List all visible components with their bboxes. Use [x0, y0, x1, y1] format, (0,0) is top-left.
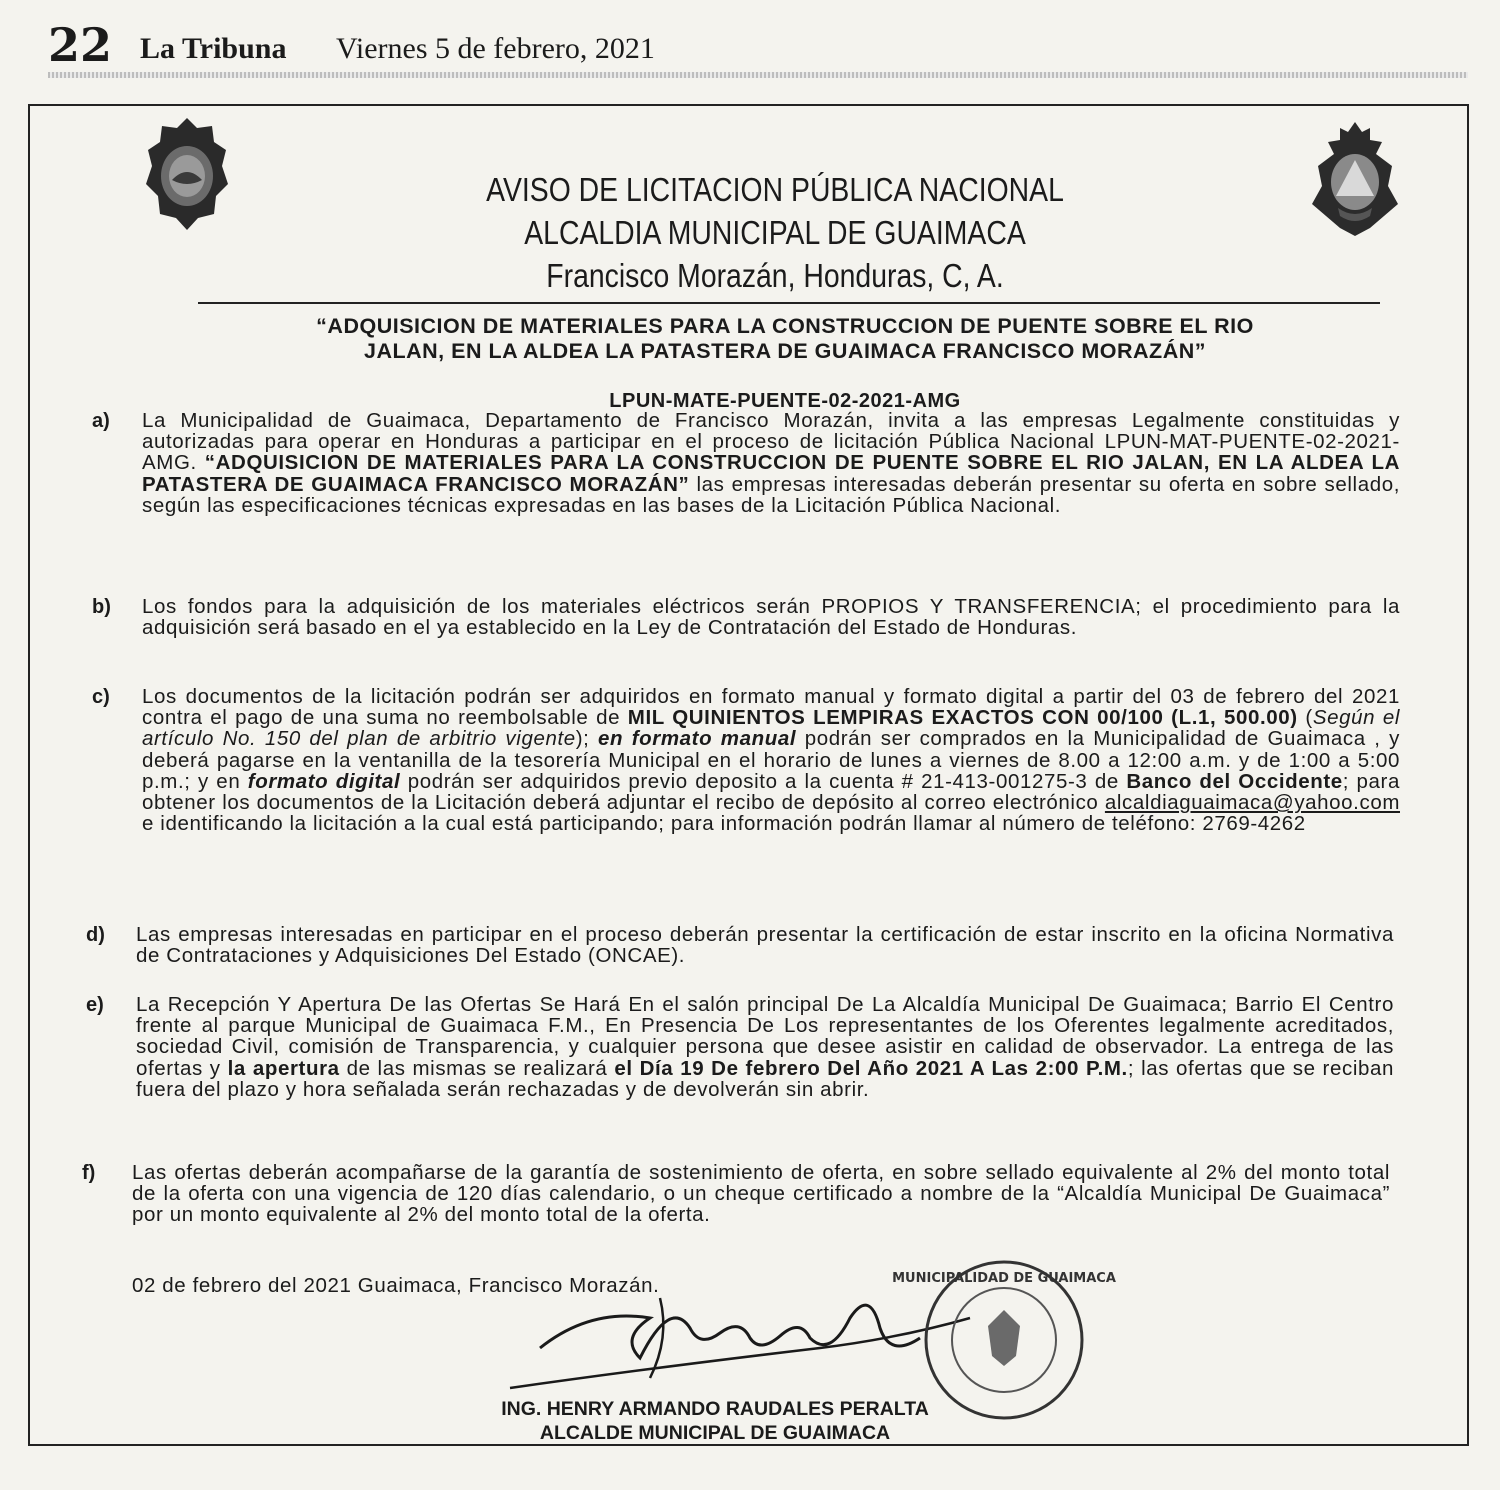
clause-letter: e) — [86, 994, 104, 1016]
format-digital-label: formato digital — [247, 769, 401, 793]
clause-body — [136, 994, 1394, 1100]
notice-title-block — [150, 168, 1400, 297]
title-divider — [198, 302, 1380, 304]
clause-letter: f) — [82, 1162, 96, 1184]
tender-code: LPUN-MATE-PUENTE-02-2021-AMG — [609, 390, 961, 412]
signer-title: ALCALDE MUNICIPAL DE GUAIMACA — [539, 1422, 891, 1444]
clause-emphasis: la apertura — [227, 1056, 340, 1080]
handwritten-signature — [500, 1278, 980, 1398]
newspaper-masthead — [48, 18, 1468, 78]
clause-text: ( — [1297, 706, 1313, 730]
clause-text: de las mismas se realizará — [339, 1056, 615, 1080]
clause-body: Las empresas interesadas en participar en el proceso deberán presentar la certificación de estar inscrito en la oficina Normativa de Contrataciones y Adquisiciones Del Estado (ONCAE). — [136, 923, 1394, 968]
clause-letter: c) — [92, 686, 110, 708]
clause-body — [142, 410, 1400, 516]
clause-body — [142, 686, 1400, 834]
format-manual-label: en formato manual — [598, 727, 797, 751]
clause-body: Las ofertas deberán acompañarse de la garantía de sostenimiento de oferta, en sobre sellado equivalente al 2% del monto total de la oferta con una vigencia de 120 días calendario, o un cheque certificado a nombre de la “Alcaldía Municipal De Guaimaca” por un monto equivalente al 2% del monto total de la oferta. — [132, 1161, 1390, 1227]
opening-date: el Día 19 De febrero Del Año 2021 A Las 2:00 P.M. — [614, 1056, 1128, 1080]
clause-letter: b) — [92, 596, 111, 618]
contact-email-link[interactable]: alcaldiaguaimaca@yahoo.com — [1104, 791, 1400, 815]
clause-project-name: “ADQUISICION DE MATERIALES PARA LA CONSTRUCCION DE PUENTE SOBRE EL RIO JALAN, EN LA ALDEA LA PATASTERA DE GUAIMACA FRANCISCO MORAZÁN” — [142, 451, 1400, 496]
newspaper-name: La Tribuna — [140, 32, 287, 65]
clause-letter: a) — [92, 410, 110, 432]
clause-text: Los documentos de la licitación podrán ser adquiridos en formato manual y formato digital a partir del 03 de febrero del 2021 contra el pago de una suma no reembolsable de — [142, 685, 1400, 730]
seal-text: MUNICIPALIDAD DE GUAIMACA — [892, 1271, 1116, 1286]
clause-text: podrán ser comprados en la Municipalidad de Guaimaca , y deberá pagarse en la ventanilla de la tesorería Municipal en el horario de lunes a viernes de 8.00 a 12:00 a.m. y de 1:00 a 5:00 p.m.; y en — [142, 727, 1400, 793]
clause-text: ; las ofertas que se reciban fuera del plazo y hora señalada serán rechazadas y de devolverán sin abrir. — [136, 1056, 1394, 1101]
clause-text: podrán ser adquiridos previo deposito a la cuenta # 21-413-001275-3 de — [400, 769, 1127, 793]
fee-amount: MIL QUINIENTOS LEMPIRAS EXACTOS CON 00/100 (L.1, 500.00) — [627, 706, 1298, 730]
bank-name: Banco del Occidente — [1126, 769, 1343, 793]
clause-text: las empresas interesadas deberán presentar su oferta en sobre sellado, según las especificaciones técnicas expresadas en las bases de la Licitación Pública Nacional. — [142, 472, 1400, 517]
clause-reference: Según el artículo No. 150 del plan de arbitrio vigente — [142, 706, 1400, 751]
tender-notice — [28, 104, 1469, 1446]
header-divider — [48, 72, 1468, 78]
clause-text: La Recepción Y Apertura De las Ofertas Se Hará En el salón principal De La Alcaldía Municipal De Guaimaca; Barrio El Centro frente al parque Municipal de Guaimaca F.M., En Presencia De Los representantes de los Oferentes legalmente acreditados, sociedad Civil, comisión de Transparencia, y cualquier persona que desee asistir en calidad de observador. La entrega de las ofertas y — [136, 993, 1394, 1080]
notice-title: AVISO DE LICITACION PÚBLICA NACIONAL — [486, 171, 1064, 208]
page-number: 22 — [48, 18, 113, 72]
municipality-name: ALCALDIA MUNICIPAL DE GUAIMACA — [524, 214, 1026, 251]
clause-text: e identificando la licitación a la cual está participando; para información podrán llamar al número de teléfono: 2769-4262 — [142, 812, 1306, 836]
project-title-line: “ADQUISICION DE MATERIALES PARA LA CONSTRUCCION DE PUENTE SOBRE EL RIO — [316, 314, 1254, 338]
project-title-line: JALAN, EN LA ALDEA LA PATASTERA DE GUAIMACA FRANCISCO MORAZÁN” — [364, 339, 1206, 363]
clause-body: Los fondos para la adquisición de los materiales eléctricos serán PROPIOS Y TRANSFERENCIA; el procedimiento para la adquisición será basado en el ya establecido en la Ley de Contratación del Estado de Honduras. — [142, 595, 1400, 640]
project-title — [160, 314, 1410, 364]
municipality-location: Francisco Morazán, Honduras, C, A. — [546, 257, 1004, 294]
clause-text: ; para obtener los documentos de la Licitación deberá adjuntar el recibo de depósito al correo electrónico — [142, 769, 1400, 815]
issue-date: Viernes 5 de febrero, 2021 — [336, 32, 655, 65]
clause-text: ); — [575, 727, 599, 751]
clause-letter: d) — [86, 924, 105, 946]
clause-text: La Municipalidad de Guaimaca, Departamento de Francisco Morazán, invita a las empresas Legalmente constituidas y autorizadas para operar en Honduras a participar en el proceso de licitación Pública Nacional LPUN-MAT-PUENTE-02-2021-AMG. — [142, 409, 1400, 475]
notice-date: 02 de febrero del 2021 Guaimaca, Francisco Morazán. — [132, 1274, 660, 1297]
signer-name: ING. HENRY ARMANDO RAUDALES PERALTA — [501, 1398, 929, 1420]
